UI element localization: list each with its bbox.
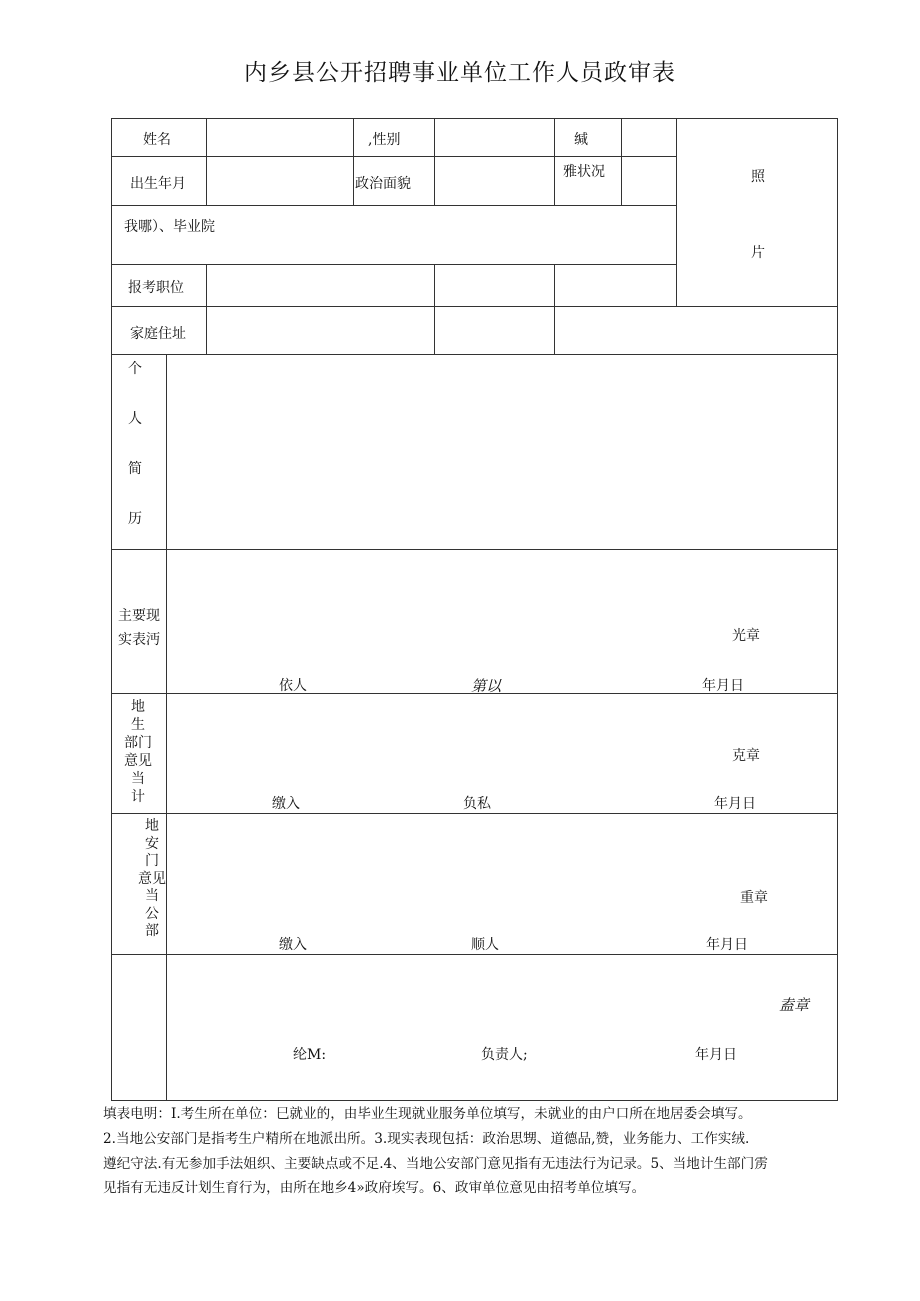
- police-label-line-4: 意见: [138, 870, 166, 887]
- name-label: 姓名: [143, 132, 171, 148]
- performance-label-line-2: 实表沔: [118, 632, 160, 648]
- performance-mid: 第以: [471, 677, 502, 695]
- note-line-4: 见指有无违反计划生育行为，由所在地乡4»政府埃写。6、政审单位意见由招考单位填写。: [103, 1180, 646, 1197]
- birth-label: 出生年月: [130, 176, 186, 192]
- position-label: 报考职位: [128, 280, 184, 296]
- family-label-line-6: 计: [131, 789, 145, 805]
- police-mid: 顺人: [471, 937, 499, 953]
- family-planning-mid: 负私: [463, 796, 491, 812]
- resume-char-2: 人: [128, 411, 142, 427]
- police-label-line-6: 公: [145, 905, 159, 922]
- family-label-line-5: 当: [131, 771, 145, 787]
- performance-seal: 光章: [732, 628, 760, 644]
- family-label-line-3: 部门: [124, 735, 152, 751]
- family-label-line-4: 意见: [124, 753, 152, 769]
- photo-label-2: 片: [751, 245, 765, 261]
- page-title: 内乡县公开招聘事业单位工作人员政审表: [244, 60, 676, 86]
- police-date: 年月日: [706, 937, 748, 953]
- review-person: 纶M:: [293, 1047, 327, 1063]
- family-planning-label: [113, 698, 163, 806]
- performance-date: 年月日: [702, 678, 744, 694]
- note-line-3: 遵纪守法.有无参加手法姐织、主要缺点或不足.4、当地公安部门意见指有无违法行为记录。5、当地计生部门雳: [103, 1155, 768, 1172]
- note-line-2: 2.当地公安部门是指考生户精所在地派出所。3.现实表现包括：政治思甥、道德品,赞，业务能力、工作实绒.: [103, 1130, 750, 1147]
- performance-label-line-1: 主要现: [118, 608, 160, 624]
- family-label-line-2: 生: [131, 717, 145, 733]
- note-line-1: 填表电明：I.考生所在单位：巳就业的，由毕业生现就业服务单位填写，未就业的由户口所在地居委会填写。: [103, 1106, 752, 1122]
- school-label: 我哪）、毕业院: [124, 219, 215, 235]
- police-person: 缴入: [279, 937, 307, 953]
- address-label: 家庭住址: [130, 326, 186, 342]
- police-label: [127, 818, 177, 941]
- resume-char-4: 历: [128, 511, 142, 527]
- family-planning-date: 年月日: [714, 796, 756, 812]
- marital-label: 雅状况: [563, 164, 605, 180]
- performance-label: [113, 604, 165, 652]
- fill-instructions: [103, 1102, 848, 1201]
- politics-label: 政治面貌: [355, 176, 411, 192]
- performance-person: 依人: [279, 678, 307, 694]
- review-seal: 盍章: [779, 996, 810, 1014]
- police-label-line-1: 地: [145, 818, 159, 834]
- family-label-line-1: 地: [131, 699, 145, 715]
- police-label-line-2: 安: [145, 835, 159, 852]
- family-planning-person: 缴入: [272, 796, 300, 812]
- police-seal: 重章: [740, 890, 768, 906]
- photo-label-1: 照: [751, 169, 765, 185]
- police-label-line-7: 部: [145, 923, 159, 939]
- gender-label: ,性别: [368, 132, 401, 148]
- review-date: 年月日: [695, 1047, 737, 1063]
- police-label-line-5: 当: [145, 888, 159, 904]
- resume-char-1: 个: [128, 361, 142, 377]
- review-mid: 负责人;: [481, 1047, 528, 1063]
- family-planning-seal: 克章: [732, 748, 760, 764]
- police-label-line-3: 门: [145, 853, 159, 869]
- field-label-3: 缄: [574, 132, 588, 148]
- resume-char-3: 简: [128, 461, 142, 477]
